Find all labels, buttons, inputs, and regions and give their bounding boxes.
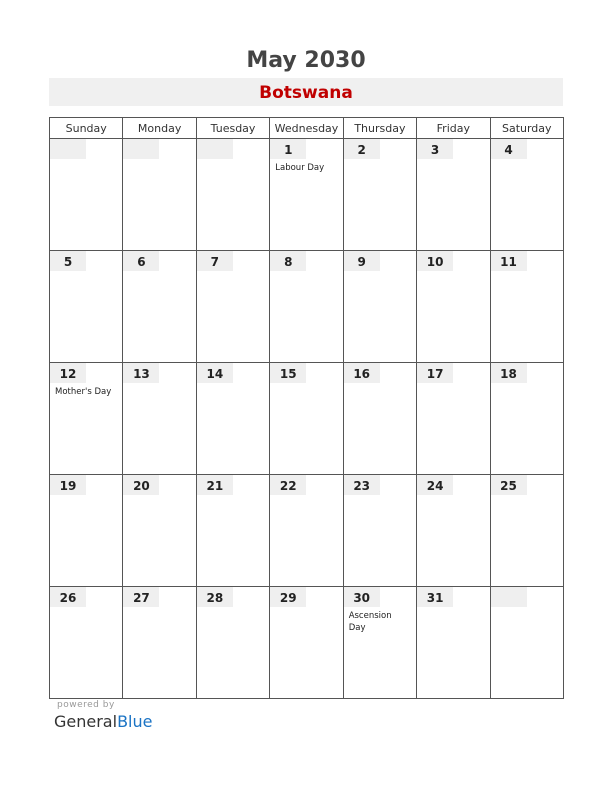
week-row bbox=[50, 251, 564, 363]
day-number: 29 bbox=[270, 587, 306, 607]
day-cell[interactable] bbox=[417, 139, 490, 251]
day-cell[interactable] bbox=[490, 251, 563, 363]
day-number: 14 bbox=[197, 363, 233, 383]
day-cell[interactable] bbox=[270, 363, 343, 475]
holiday-label: Mother's Day bbox=[55, 387, 112, 397]
day-number: 12 bbox=[50, 363, 86, 383]
day-cell[interactable] bbox=[123, 475, 196, 587]
day-number: 20 bbox=[123, 475, 159, 495]
day-number: 26 bbox=[50, 587, 86, 607]
brand-general: General bbox=[54, 712, 118, 731]
day-cell[interactable] bbox=[50, 475, 123, 587]
day-number: 31 bbox=[417, 587, 453, 607]
weekday-header-row bbox=[50, 118, 564, 139]
day-number: 8 bbox=[270, 251, 306, 271]
day-number: 19 bbox=[50, 475, 86, 495]
day-cell[interactable] bbox=[196, 139, 269, 251]
day-cell[interactable] bbox=[123, 363, 196, 475]
day-number: 6 bbox=[123, 251, 159, 271]
day-number: 22 bbox=[270, 475, 306, 495]
day-cell[interactable] bbox=[417, 363, 490, 475]
day-cell[interactable] bbox=[490, 363, 563, 475]
day-cell[interactable] bbox=[196, 475, 269, 587]
week-row bbox=[50, 363, 564, 475]
country-bar bbox=[49, 78, 563, 106]
weekday-thursday: Thursday bbox=[343, 118, 416, 139]
day-cell[interactable] bbox=[50, 587, 123, 699]
day-number: 7 bbox=[197, 251, 233, 271]
day-number: 30 bbox=[344, 587, 380, 607]
day-number: 25 bbox=[491, 475, 527, 495]
day-number: 28 bbox=[197, 587, 233, 607]
day-cell[interactable] bbox=[343, 587, 416, 699]
day-cell[interactable] bbox=[196, 587, 269, 699]
day-number: 4 bbox=[491, 139, 527, 159]
day-number: 11 bbox=[491, 251, 527, 271]
day-cell[interactable] bbox=[123, 251, 196, 363]
day-cell[interactable] bbox=[270, 251, 343, 363]
day-cell[interactable] bbox=[417, 587, 490, 699]
day-number: 24 bbox=[417, 475, 453, 495]
week-row bbox=[50, 139, 564, 251]
powered-by-text: powered by bbox=[57, 700, 115, 710]
day-cell[interactable] bbox=[343, 475, 416, 587]
day-cell[interactable] bbox=[270, 587, 343, 699]
day-number bbox=[123, 139, 159, 159]
week-row bbox=[50, 587, 564, 699]
calendar-grid bbox=[49, 117, 564, 699]
day-number bbox=[197, 139, 233, 159]
day-number bbox=[491, 587, 527, 607]
week-row bbox=[50, 475, 564, 587]
weekday-tuesday: Tuesday bbox=[196, 118, 269, 139]
day-cell[interactable] bbox=[50, 363, 123, 475]
weekday-sunday: Sunday bbox=[50, 118, 123, 139]
day-number: 1 bbox=[270, 139, 306, 159]
day-number: 2 bbox=[344, 139, 380, 159]
day-number: 17 bbox=[417, 363, 453, 383]
day-cell[interactable] bbox=[417, 475, 490, 587]
day-cell[interactable] bbox=[50, 251, 123, 363]
calendar-title: May 2030 bbox=[246, 48, 366, 73]
generalblue-logo[interactable] bbox=[54, 712, 152, 731]
holiday-label: Labour Day bbox=[275, 163, 325, 173]
country-name: Botswana bbox=[259, 83, 353, 103]
weekday-monday: Monday bbox=[123, 118, 196, 139]
day-cell[interactable] bbox=[196, 363, 269, 475]
day-number bbox=[50, 139, 86, 159]
day-number: 5 bbox=[50, 251, 86, 271]
day-cell[interactable] bbox=[270, 475, 343, 587]
day-number: 9 bbox=[344, 251, 380, 271]
day-number: 27 bbox=[123, 587, 159, 607]
weekday-friday: Friday bbox=[417, 118, 490, 139]
weekday-wednesday: Wednesday bbox=[270, 118, 343, 139]
brand-blue: Blue bbox=[117, 712, 153, 731]
day-number: 3 bbox=[417, 139, 453, 159]
day-cell[interactable] bbox=[343, 139, 416, 251]
day-number: 13 bbox=[123, 363, 159, 383]
day-cell[interactable] bbox=[50, 139, 123, 251]
day-cell[interactable] bbox=[343, 363, 416, 475]
day-cell[interactable] bbox=[343, 251, 416, 363]
weekday-saturday: Saturday bbox=[490, 118, 563, 139]
day-cell[interactable] bbox=[196, 251, 269, 363]
day-cell[interactable] bbox=[123, 587, 196, 699]
day-cell[interactable] bbox=[490, 587, 563, 699]
day-number: 10 bbox=[417, 251, 453, 271]
day-number: 21 bbox=[197, 475, 233, 495]
day-cell[interactable] bbox=[490, 475, 563, 587]
day-cell[interactable] bbox=[270, 139, 343, 251]
day-number: 18 bbox=[491, 363, 527, 383]
day-cell[interactable] bbox=[123, 139, 196, 251]
day-number: 23 bbox=[344, 475, 380, 495]
day-cell[interactable] bbox=[490, 139, 563, 251]
day-cell[interactable] bbox=[417, 251, 490, 363]
day-number: 16 bbox=[344, 363, 380, 383]
holiday-label: Ascension Day bbox=[348, 611, 392, 633]
day-number: 15 bbox=[270, 363, 306, 383]
